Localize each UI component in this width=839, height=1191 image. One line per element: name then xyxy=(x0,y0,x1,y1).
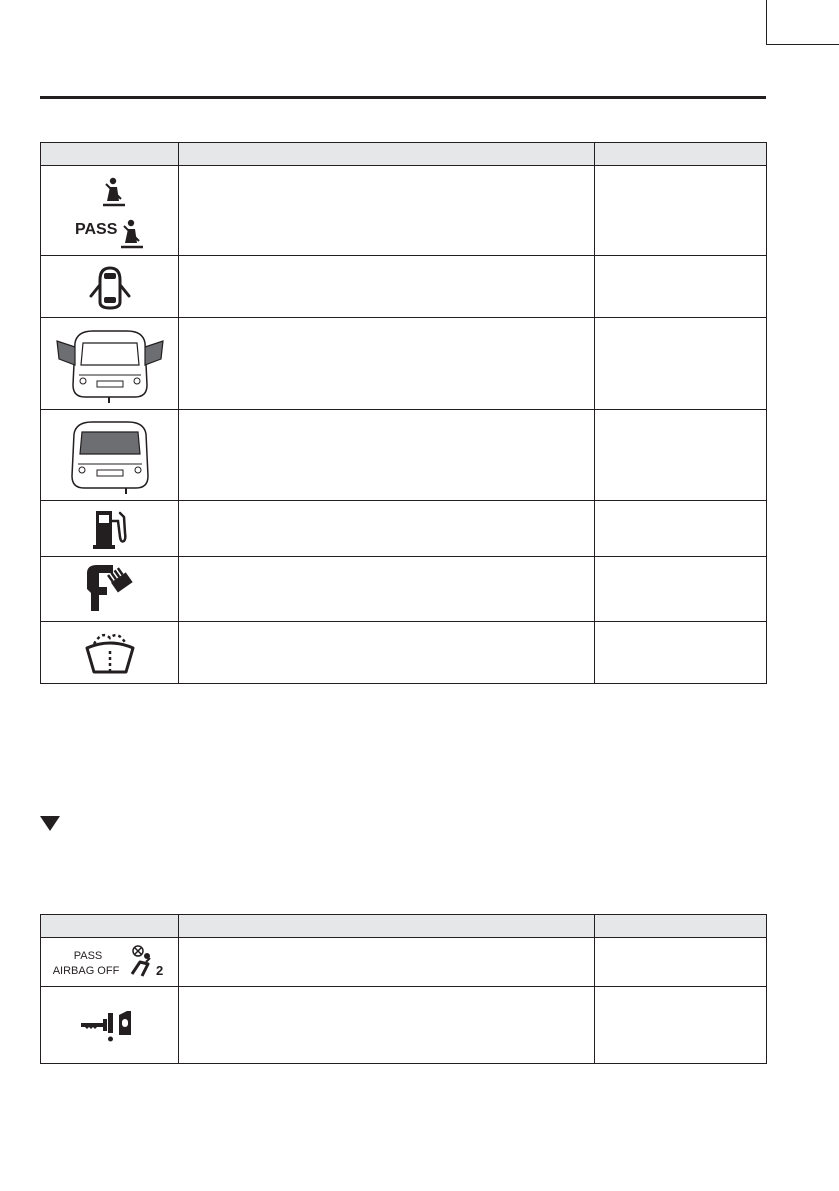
table-row xyxy=(41,166,767,256)
svg-text:PASS: PASS xyxy=(74,220,117,238)
car-trunk-open-graphic xyxy=(60,414,160,496)
row-description xyxy=(179,318,595,410)
car-doors-open-graphic xyxy=(53,323,167,405)
low-washer-fluid-icon xyxy=(41,622,179,684)
door-ajar-icon-graphic xyxy=(85,262,135,312)
row-page xyxy=(595,166,767,256)
table-row xyxy=(41,938,767,987)
row-description xyxy=(179,938,595,987)
row-description xyxy=(179,622,595,684)
low-fuel-icon xyxy=(41,501,179,557)
column-header-description xyxy=(179,143,595,166)
row-description xyxy=(179,410,595,501)
passenger-airbag-off-icon xyxy=(41,938,179,987)
column-header-signal xyxy=(41,143,179,166)
table-row xyxy=(41,410,767,501)
table-row xyxy=(41,256,767,318)
crop-mark-top-right-v xyxy=(766,0,767,44)
row-page xyxy=(595,557,767,622)
table-row xyxy=(41,987,767,1064)
washer-fluid-icon xyxy=(82,630,138,676)
car-doors-open-icon xyxy=(41,318,179,410)
crop-mark-top-right-h xyxy=(766,44,839,45)
door-ajar-icon xyxy=(41,256,179,318)
column-header-page xyxy=(595,143,767,166)
key-lock-icon xyxy=(75,1005,145,1045)
row-description xyxy=(179,557,595,622)
row-page xyxy=(595,410,767,501)
svg-text:2: 2 xyxy=(155,963,163,978)
row-description xyxy=(179,166,595,256)
down-triangle-icon xyxy=(40,816,60,831)
security-key-indicator-icon xyxy=(41,987,179,1064)
row-page xyxy=(595,318,767,410)
table-header-row xyxy=(41,143,767,166)
svg-text:PASS: PASS xyxy=(73,950,102,962)
column-header-page xyxy=(595,915,767,938)
table-row xyxy=(41,622,767,684)
column-header-signal xyxy=(41,915,179,938)
airbag-off-icon xyxy=(50,942,170,982)
svg-text:AIRBAG OFF: AIRBAG OFF xyxy=(52,965,119,977)
fuel-pump-icon xyxy=(90,507,130,551)
row-page xyxy=(595,987,767,1064)
row-description xyxy=(179,987,595,1064)
table-row xyxy=(41,501,767,557)
seat-belt-warning-icons xyxy=(41,166,179,256)
row-page xyxy=(595,938,767,987)
table-row xyxy=(41,318,767,410)
header-rule xyxy=(40,96,766,99)
check-fuel-cap-icon xyxy=(41,557,179,622)
row-page xyxy=(595,256,767,318)
table-header-row xyxy=(41,915,767,938)
row-page xyxy=(595,622,767,684)
row-description xyxy=(179,256,595,318)
table-row xyxy=(41,557,767,622)
indicator-table-1 xyxy=(40,142,767,684)
fuel-cap-icon xyxy=(83,563,137,615)
car-trunk-open-icon xyxy=(41,410,179,501)
row-page xyxy=(595,501,767,557)
column-header-description xyxy=(179,915,595,938)
indicator-table-2 xyxy=(40,914,767,1064)
row-description xyxy=(179,501,595,557)
seat-belt-icon xyxy=(55,171,165,251)
